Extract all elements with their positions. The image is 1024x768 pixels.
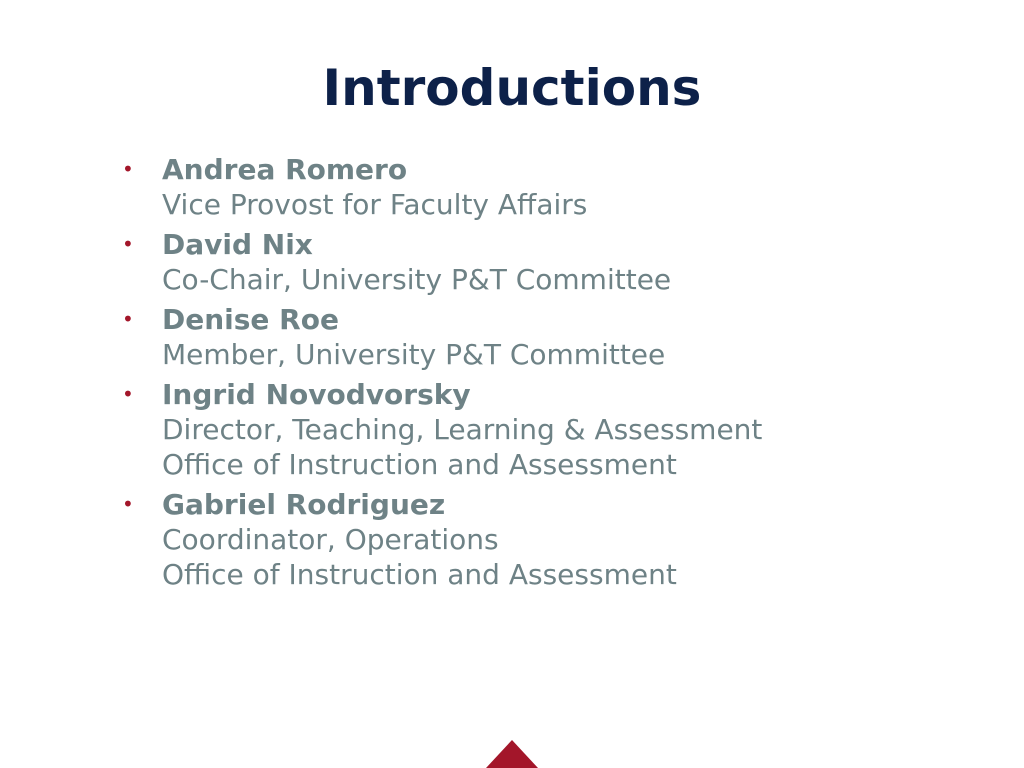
- person-role: Co-Chair, University P&T Committee: [162, 263, 672, 296]
- person-department: Office of Instruction and Assessment: [162, 448, 677, 481]
- list-item: [120, 377, 762, 482]
- person-role: Director, Teaching, Learning & Assessment: [162, 413, 763, 446]
- bullet-icon: •: [122, 492, 134, 516]
- bullet-icon: •: [122, 232, 134, 256]
- person-name: Andrea Romero: [162, 153, 408, 186]
- person-role: Vice Provost for Faculty Affairs: [162, 188, 588, 221]
- person-name: Ingrid Novodvorsky: [162, 378, 471, 411]
- bullet-icon: •: [122, 157, 134, 181]
- slide-title: Introductions: [322, 59, 702, 117]
- introductions-list: [120, 152, 762, 597]
- person-name: Denise Roe: [162, 303, 339, 336]
- triangle-decoration-icon: [486, 740, 538, 768]
- bullet-icon: •: [122, 307, 134, 331]
- bullet-icon: •: [122, 382, 134, 406]
- person-role: Coordinator, Operations: [162, 523, 499, 556]
- person-name: David Nix: [162, 228, 313, 261]
- person-department: Office of Instruction and Assessment: [162, 558, 677, 591]
- list-item: [120, 152, 762, 222]
- list-item: [120, 302, 762, 372]
- person-role: Member, University P&T Committee: [162, 338, 666, 371]
- list-item: [120, 227, 762, 297]
- list-item: [120, 487, 762, 592]
- person-name: Gabriel Rodriguez: [162, 488, 446, 521]
